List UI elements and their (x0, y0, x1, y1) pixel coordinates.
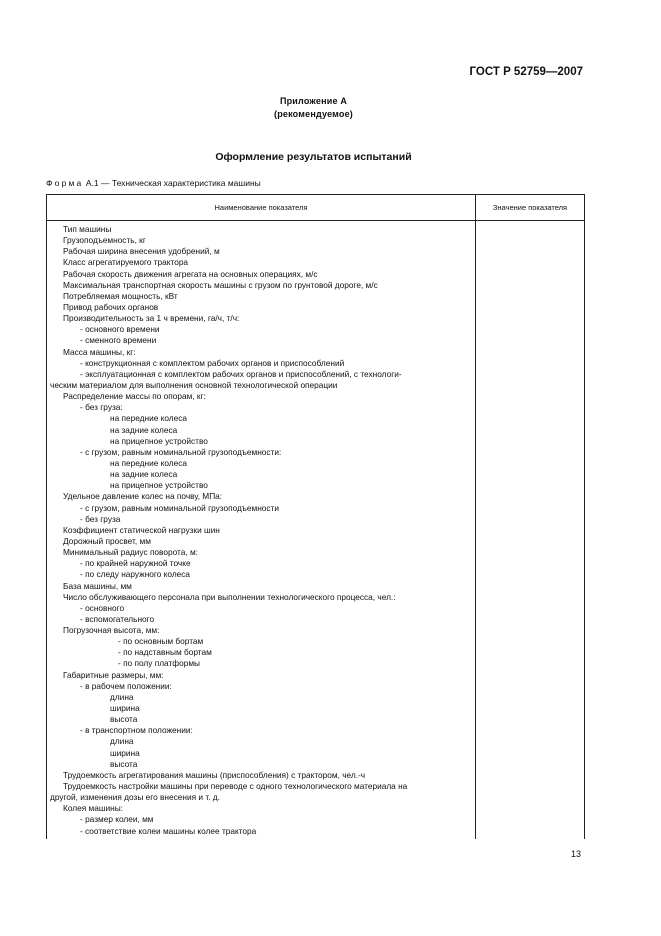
table-row: - с грузом, равным номинальной грузоподъемности (80, 502, 279, 513)
table-row: Габаритные размеры, мм: (63, 669, 164, 680)
table-row: Производительность за 1 ч времени, га/ч, т/ч: (63, 313, 240, 324)
table-row: Коэффициент статической нагрузки шин (63, 524, 220, 535)
table-row: на задние колеса (110, 424, 178, 435)
form-caption-text: А.1 — Техническая характеристика машины (85, 178, 261, 188)
table-row: Трудоемкость настройки машины при переводе с одного технологического материала на (63, 781, 408, 792)
table-row: ширина (110, 703, 140, 714)
table-row: Привод рабочих органов (63, 301, 159, 312)
table-row: - по крайней наружной точке (80, 558, 191, 569)
table-row: - по следу наружного колеса (80, 569, 191, 580)
table-row: - эксплуатационная с комплектом рабочих органов и приспособлений, с технологи- (80, 368, 402, 379)
table-row: - конструкционная с комплектом рабочих органов и приспособлений (80, 357, 345, 368)
characteristics-table (46, 194, 585, 839)
table-row: длина (110, 691, 134, 702)
table-row: Трудоемкость агрегатирования машины (приспособления) с трактором, чел.-ч (63, 769, 366, 780)
table-row: Удельное давление колес на почву, МПа: (63, 491, 223, 502)
table-row: - по полу платформы (118, 658, 200, 669)
column-divider (475, 195, 476, 839)
annex-title: Приложение А (279, 96, 348, 106)
table-row: - основного времени (80, 324, 160, 335)
table-row: на передние колеса (110, 413, 188, 424)
table-row: - в транспортном положении: (80, 725, 193, 736)
table-row: длина (110, 736, 134, 747)
table-row: на передние колеса (110, 457, 188, 468)
page-number: 13 (570, 849, 581, 859)
table-row: высота (110, 714, 138, 725)
table-row: на задние колеса (110, 469, 178, 480)
table-rows (47, 224, 475, 837)
table-row: Рабочая ширина внесения удобрений, м (63, 246, 220, 257)
column-header-value: Значение показателя (492, 203, 568, 212)
header-divider (47, 220, 584, 221)
form-caption (46, 178, 261, 188)
table-row: Максимальная транспортная скорость машины с грузом по грунтовой дороге, м/с (63, 279, 378, 290)
table-row: на прицепное устройство (110, 435, 208, 446)
table-row: - размер колеи, мм (80, 814, 154, 825)
table-row: База машины, мм (63, 580, 132, 591)
table-row: Колея машины: (63, 803, 123, 814)
table-row: Класс агрегатируемого трактора (63, 257, 189, 268)
table-row: - без груза: (80, 402, 123, 413)
table-row: - по надставным бортам (118, 647, 212, 658)
table-row: - в рабочем положении: (80, 680, 172, 691)
table-row: ческим материалом для выполнения основной технологической операции (50, 379, 338, 390)
table-row: - вспомогательного (80, 613, 155, 624)
table-row: - сменного времени (80, 335, 157, 346)
table-row: - с грузом, равным номинальной грузоподъемности: (80, 446, 282, 457)
table-row: - без груза (80, 513, 121, 524)
table-row: другой, изменения дозы его внесения и т. д. (50, 792, 220, 803)
table-row: Дорожный просвет, мм (63, 535, 151, 546)
table-row: - основного (80, 602, 125, 613)
column-header-name: Наименование показателя (214, 203, 308, 212)
table-row: Погрузочная высота, мм: (63, 625, 160, 636)
table-row: высота (110, 758, 138, 769)
table-row: Рабочая скорость движения агрегата на основных операциях, м/с (63, 268, 318, 279)
section-title: Оформление результатов испытаний (215, 151, 412, 163)
table-row: Масса машины, кг: (63, 346, 136, 357)
table-row: Распределение массы по опорам, кг: (63, 391, 206, 402)
table-row: Тип машины (63, 224, 112, 234)
table-row: Число обслуживающего персонала при выполнении технологического процесса, чел.: (63, 591, 396, 602)
table-row: на прицепное устройство (110, 480, 208, 491)
annex-subtitle: (рекомендуемое) (274, 109, 353, 119)
table-row: Потребляемая мощность, кВт (63, 290, 178, 301)
document-code: ГОСТ Р 52759—2007 (469, 66, 583, 78)
table-row: - по основным бортам (118, 636, 204, 647)
form-caption-prefix: Форма (46, 178, 84, 188)
table-row: Грузоподъемность, кг (63, 235, 146, 246)
table-row: ширина (110, 747, 140, 758)
table-row: Минимальный радиус поворота, м: (63, 547, 198, 558)
table-row: - соответствие колеи машины колее трактора (80, 825, 257, 836)
